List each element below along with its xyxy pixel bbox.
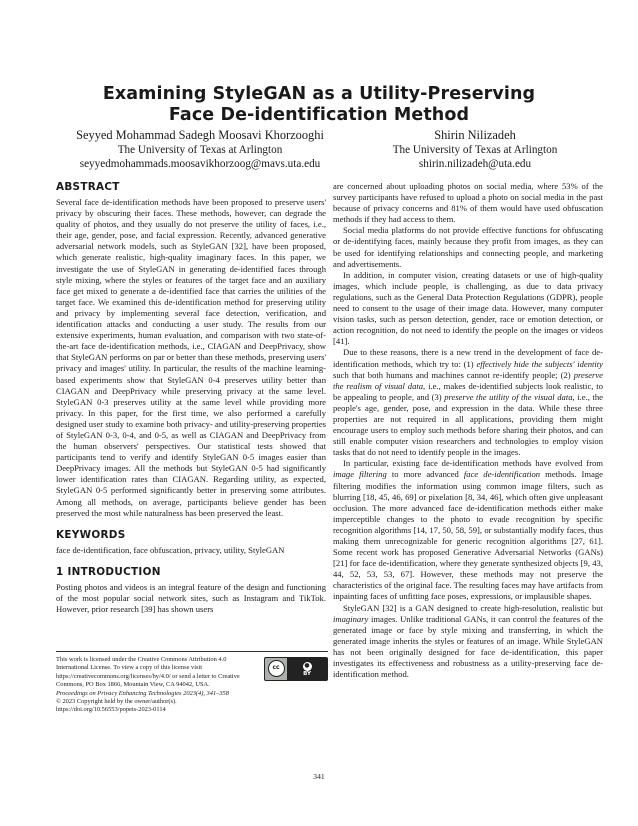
paper-title — [0, 84, 638, 126]
intro-paragraph-6: In particular, existing face de-identification methods have evolved from image filtering to more advanced face de-identification methods. Image filtering modifies the information using common image filters, such as blurring [18, 45, 46, 69] or pixelation [8, 34, 46], which often give unpleasant occlusion. The more advanced face de-identification methods either make imperceptible changes to the photo to evade recognition by specific recognition algorithms [14, 17, 50, 58, 59], or substantially modify faces, thus making them unrecognizable for generic recognition algorithms [27, 61]. Some recent work has proposed Generative Adversarial Networks (GANs) [21] for face de-identification, where they generate synthesized objects [9, 43, 44, 52, 53, 53, 67]. However, these methods may not preserve the characteristics of the original face. The resulting faces may have artifacts from inpainting faces of unfitting face poses, expressions, or implausible shapes. — [333, 458, 603, 602]
copyright: © 2023 Copyright held by the owner/author(s). — [56, 698, 177, 706]
license-text: This work is licensed under the Creative Commons Attribution 4.0 International License. To view a copy of this license visit https://creativecommons.org/licenses/by/4.0/ or send a letter to Creative Commons, PO Box 1866, Mountain View, CA 94042, USA. — [56, 656, 240, 689]
cc-icon: cc — [268, 660, 285, 677]
intro-paragraph-4: In addition, in computer vision, creating datasets or use of high-quality images, which include people, is challenging, as due to data privacy regulations, such as the General Data Protection Regulations (GDPR), people need to consent to the usage of their image data. However, many computer vision tasks, such as person detection, gender, race or emotion detection, or action recognition, do not need to identify the people on the images or videos [41]. — [333, 269, 603, 347]
title-line-2: Face De-identification Method — [168, 105, 470, 125]
author-email: shirin.nilizadeh@uta.edu — [418, 158, 532, 170]
introduction-heading: 1 INTRODUCTION — [56, 565, 161, 578]
author-2 — [340, 128, 610, 172]
author-name: Seyyed Mohammad Sadegh Moosavi Khorzooghi — [76, 128, 324, 142]
abstract-text: Several face de-identification methods have been proposed to preserve users' privacy by obscuring their faces. These methods, however, can degrade the quality of photos, and they usually do not preserve the utility of faces, i.e., their age, gender, pose, and facial expression. Recently, advanced generative adversarial network models, such as StyleGAN [32], have been proposed, which generate realistic, high-quality imaginary faces. In this paper, we investigate the use of StyleGAN in generating de-identified faces through style mixing, where the styles or features of the target face and an auxiliary face get mixed to generate a de-identified face that carries the utilities of the target face. We examined this de-identification method for preserving utility and privacy by implementing several face detection, verification, and identification attacks and conducting a user study. The results from our extensive experiments, human evaluation, and comparison with two state-of-the-art face de-identification methods, i.e., CIAGAN and DeepPrivacy, show that StyleGAN performs on par or better than these methods, preserving users' privacy and images' utility. In particular, the results of the machine learning-based experiments show that StyleGAN 0-4 preserves utility better than CIAGAN and DeepPrivacy while preserving privacy at the same level. StyleGAN 0-3 preserves utility at the same level while providing more privacy. In this paper, for the first time, we also performed a carefully designed user study to examine both privacy- and utility-preserving properties of StyleGAN 0-3, 0-4, and 0-5, as well as CIAGAN and DeepPrivacy from the human observers' perspectives. Our statistical tests showed that participants tend to verify and identify StyleGAN 0-5 images easier than DeepPrivacy images. All the methods but StyleGAN 0-5 had significantly lower identification rates than CIAGAN. Regarding utility, as expected, StyleGAN 0-5 performed significantly better in preserving some attributes. Among all methods, on average, participants believe gender has been preserved the most while naturalness has been preserved the least. — [56, 197, 326, 518]
footnote-rule — [56, 651, 328, 652]
license-footnote — [56, 651, 328, 715]
author-email: seyyedmohammads.moosavikhorzoog@mavs.uta.edu — [79, 158, 321, 170]
left-column — [56, 181, 326, 615]
keywords-heading: KEYWORDS — [56, 528, 126, 541]
intro-paragraph-5: Due to these reasons, there is a new trend in the development of face de-identification methods, which try to: (1) effectively hide the subjects' identity such that both humans and machines cannot re-identify people; (2) preserve the realism of visual data, i.e., makes de-identified subjects look realistic, to be appealing to people, and (3) preserve the utility of the visual data, i.e., the people's age, gender, pose, and expression in the data. While these three properties are not required in all applications, providing them might encourage users to employ such methods before sharing their photos, and can still enable computer vision researchers and technologies to employ vision tasks that do not need to identify people in the images. — [333, 347, 603, 458]
intro-paragraph-7: StyleGAN [32] is a GAN designed to create high-resolution, realistic but imaginary images. Unlike traditional GANs, it can control the features of the generated image or face by style mixing and transferring, in which the generated image inherits the styles or features of an image. While StyleGAN has not been originally designed for face de-identification, this paper investigates its effectiveness and robustness as a utility-preserving face de-identification method. — [333, 602, 603, 680]
right-column — [333, 181, 603, 680]
author-affiliation: The University of Texas at Arlington — [392, 143, 558, 156]
author-1 — [40, 128, 360, 172]
doi-link[interactable]: https://doi.org/10.56553/popets-2023-0114 — [56, 706, 166, 714]
person-icon: ● — [304, 661, 310, 669]
keywords-text: face de-identification, face obfuscation, privacy, utility, StyleGAN — [56, 544, 285, 555]
intro-paragraph-1: Posting photos and videos is an integral feature of the design and functioning of the most popular social network sites, such as Instagram and TikTok. However, prior research [39] has shown users — [56, 581, 326, 614]
intro-paragraph-3: Social media platforms do not provide effective functions for obfuscating or de-identifying faces, mainly because they profit from images, as they can be used for identifying relationships and connecting people, and marketing and advertisements. — [333, 225, 603, 269]
author-name: Shirin Nilizadeh — [434, 128, 516, 142]
cc-by-badge — [264, 657, 328, 681]
intro-paragraph-2: are concerned about uploading photos on social media, where 53% of the survey participants have refused to upload a photo on social media in the past because of privacy concerns and 81% of them would have used obfuscation methods if they had access to them. — [333, 181, 603, 225]
by-label: BY — [303, 670, 311, 677]
page-number: 341 — [313, 772, 325, 781]
author-affiliation: The University of Texas at Arlington — [117, 143, 283, 156]
title-line-1: Examining StyleGAN as a Utility-Preserving — [102, 84, 536, 104]
abstract-heading: ABSTRACT — [56, 181, 120, 193]
proceedings: Proceedings on Privacy Enhancing Technologies 2023(4), 341–358 — [56, 689, 229, 697]
